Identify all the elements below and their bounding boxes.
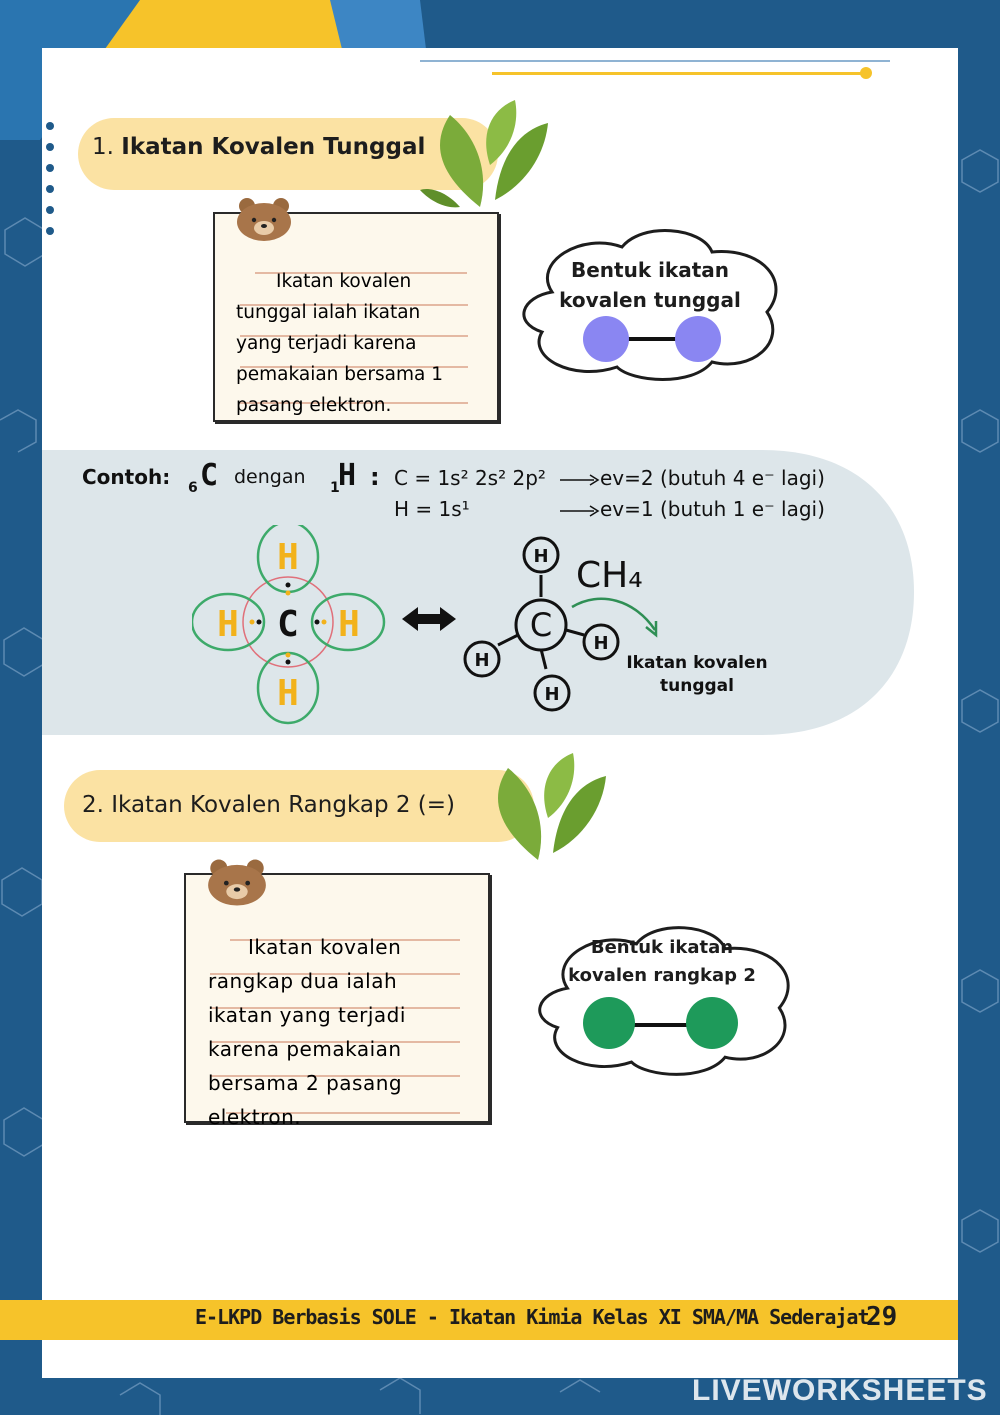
section1-number: 1. (92, 134, 114, 160)
lewis-carbon: C (277, 604, 299, 645)
connector-text: dengan (234, 466, 306, 488)
carbon-valence-result: ev=2 (butuh 4 e⁻ lagi) (600, 466, 825, 490)
double-bond-model (580, 995, 742, 1051)
hydrogen-subscript: 1 (330, 480, 340, 496)
single-bond-model (580, 313, 725, 365)
top-decor-line-yellow (492, 72, 864, 75)
hydrogen-valence-result: ev=1 (butuh 1 e⁻ lagi) (600, 497, 825, 521)
lewis-h-right: H (338, 604, 360, 645)
lewis-h-bottom: H (277, 673, 299, 714)
molecule-formula: CH₄ (576, 555, 643, 596)
example-colon: : (370, 463, 380, 491)
lewis-h-top: H (277, 537, 299, 578)
struct-h-top: H (533, 546, 549, 567)
section2-title: 2. Ikatan Kovalen Rangkap 2 (=) (82, 792, 456, 818)
section1-definition-box (236, 247, 470, 439)
double-headed-arrow-icon (400, 604, 458, 634)
hydrogen-symbol: H (338, 458, 357, 493)
carbon-subscript: 6 (188, 480, 198, 496)
dot-column (42, 120, 58, 240)
lewis-h-left: H (217, 604, 239, 645)
bond-label: Ikatan kovalen tunggal (626, 653, 768, 696)
section2-definition-text: Ikatan kovalen rangkap dua ialah ikatan yang terjadi karena pemakaian bersama 2 pasang elektron. (208, 935, 406, 1129)
struct-h-bottom: H (544, 684, 560, 705)
lewis-structure-ch4 (192, 525, 387, 725)
arrow-h (560, 503, 600, 519)
example-label: Contoh: (82, 465, 171, 489)
struct-carbon: C (529, 606, 553, 644)
footer-text: E-LKPD Berbasis SOLE - Ikatan Kimia Kelas XI SMA/MA Sederajat (195, 1305, 869, 1329)
section1-title-text: Ikatan Kovalen Tunggal (121, 134, 426, 160)
section2-cloud-title: Bentuk ikatan kovalen rangkap 2 (568, 937, 756, 986)
struct-h-left: H (474, 650, 490, 671)
section1-title (92, 134, 425, 160)
hydrogen-configuration: H = 1s¹ (394, 497, 470, 521)
bear-icon (235, 196, 293, 242)
page-number: 29 (866, 1302, 898, 1332)
leaf-decoration-2 (478, 748, 618, 868)
carbon-symbol: C (200, 458, 219, 493)
leaf-decoration (420, 95, 560, 215)
section1-cloud-title: Bentuk ikatan kovalen tunggal (559, 258, 741, 312)
bear-icon-2 (206, 857, 268, 907)
section1-definition-text: Ikatan kovalen tunggal ialah ikatan yang terjadi karena pemakaian bersama 1 pasang elektron. (236, 270, 444, 416)
top-decor-line (420, 60, 890, 62)
top-decor-dot (860, 67, 872, 79)
struct-h-right: H (593, 633, 609, 654)
liveworksheets-watermark: LIVEWORKSHEETS (692, 1374, 988, 1407)
carbon-configuration: C = 1s² 2s² 2p² (394, 466, 546, 490)
section2-definition-box (208, 910, 464, 1154)
arrow-c (560, 472, 600, 488)
